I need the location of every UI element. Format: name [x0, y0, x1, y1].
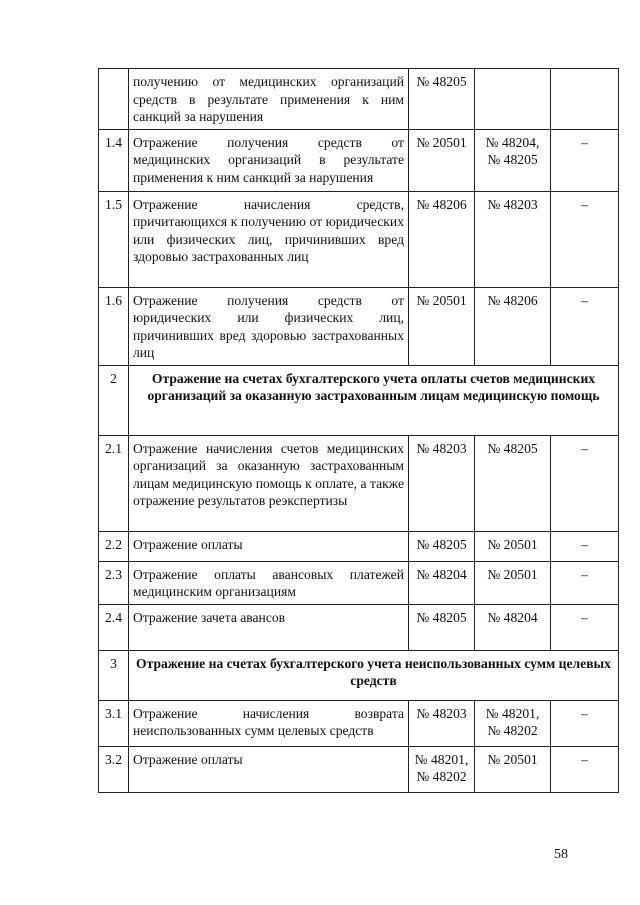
row-number: 3.1 [99, 700, 129, 746]
section-number: 2 [99, 365, 129, 435]
note-cell: – [551, 191, 619, 287]
table-row [99, 604, 619, 650]
row-number [99, 69, 129, 130]
credit-account: № 20501 [475, 561, 551, 604]
row-number: 2.3 [99, 561, 129, 604]
operation-description: Отражение начисления счетов медицинских организаций за оказанную застрахованным лицам медицинскую помощь к оплате, а также отражение результатов реэкспертизы [129, 435, 409, 531]
table-row [99, 191, 619, 287]
page-number: 58 [554, 847, 568, 862]
note-cell: – [551, 700, 619, 746]
table-row [99, 531, 619, 561]
credit-account: № 20501 [475, 531, 551, 561]
row-number: 2.1 [99, 435, 129, 531]
note-cell: – [551, 561, 619, 604]
table-row [99, 700, 619, 746]
section-number: 3 [99, 650, 129, 700]
table-row [99, 561, 619, 604]
row-number: 2.2 [99, 531, 129, 561]
credit-account: № 48204, № 48205 [475, 129, 551, 191]
row-number: 1.4 [99, 129, 129, 191]
note-cell: – [551, 604, 619, 650]
debit-account: № 48204 [409, 561, 475, 604]
row-number: 3.2 [99, 746, 129, 792]
credit-account: № 48201, № 48202 [475, 700, 551, 746]
operation-description: Отражение зачета авансов [129, 604, 409, 650]
debit-account: № 48205 [409, 604, 475, 650]
table-row [99, 69, 619, 130]
section-header-row [99, 650, 619, 700]
debit-account: № 48205 [409, 69, 475, 130]
debit-account: № 20501 [409, 287, 475, 365]
note-cell: – [551, 531, 619, 561]
operation-description: Отражение оплаты [129, 746, 409, 792]
note-cell [551, 69, 619, 130]
operation-description: Отражение оплаты авансовых платежей медицинским организациям [129, 561, 409, 604]
debit-account: № 48203 [409, 435, 475, 531]
note-cell: – [551, 746, 619, 792]
section-title: Отражение на счетах бухгалтерского учета оплаты счетов медицинских организаций за оказанную застрахованным лицам медицинскую помощь [129, 365, 619, 435]
credit-account: № 48206 [475, 287, 551, 365]
operation-description: получению от медицинских организаций средств в результате применения к ним санкций за нарушения [129, 69, 409, 130]
note-cell: – [551, 287, 619, 365]
note-cell: – [551, 129, 619, 191]
operation-description: Отражение начисления возврата неиспользованных сумм целевых средств [129, 700, 409, 746]
row-number: 2.4 [99, 604, 129, 650]
table-row [99, 746, 619, 792]
credit-account: № 20501 [475, 746, 551, 792]
credit-account: № 48204 [475, 604, 551, 650]
debit-account: № 48203 [409, 700, 475, 746]
debit-account: № 48201, № 48202 [409, 746, 475, 792]
accounting-entries-table [98, 68, 619, 793]
table-row [99, 435, 619, 531]
debit-account: № 20501 [409, 129, 475, 191]
operation-description: Отражение получения средств от юридических или физических лиц, причинивших вред здоровью застрахованных лиц [129, 287, 409, 365]
credit-account: № 48205 [475, 435, 551, 531]
operation-description: Отражение оплаты [129, 531, 409, 561]
section-header-row [99, 365, 619, 435]
note-cell: – [551, 435, 619, 531]
row-number: 1.6 [99, 287, 129, 365]
row-number: 1.5 [99, 191, 129, 287]
credit-account [475, 69, 551, 130]
operation-description: Отражение получения средств от медицинских организаций в результате применения к ним санкций за нарушения [129, 129, 409, 191]
table-row [99, 129, 619, 191]
debit-account: № 48205 [409, 531, 475, 561]
table-body [99, 69, 619, 793]
table-row [99, 287, 619, 365]
debit-account: № 48206 [409, 191, 475, 287]
section-title: Отражение на счетах бухгалтерского учета неиспользованных сумм целевых средств [129, 650, 619, 700]
operation-description: Отражение начисления средств, причитающихся к получению от юридических или физических лиц, причинивших вред здоровью застрахованных лиц [129, 191, 409, 287]
credit-account: № 48203 [475, 191, 551, 287]
